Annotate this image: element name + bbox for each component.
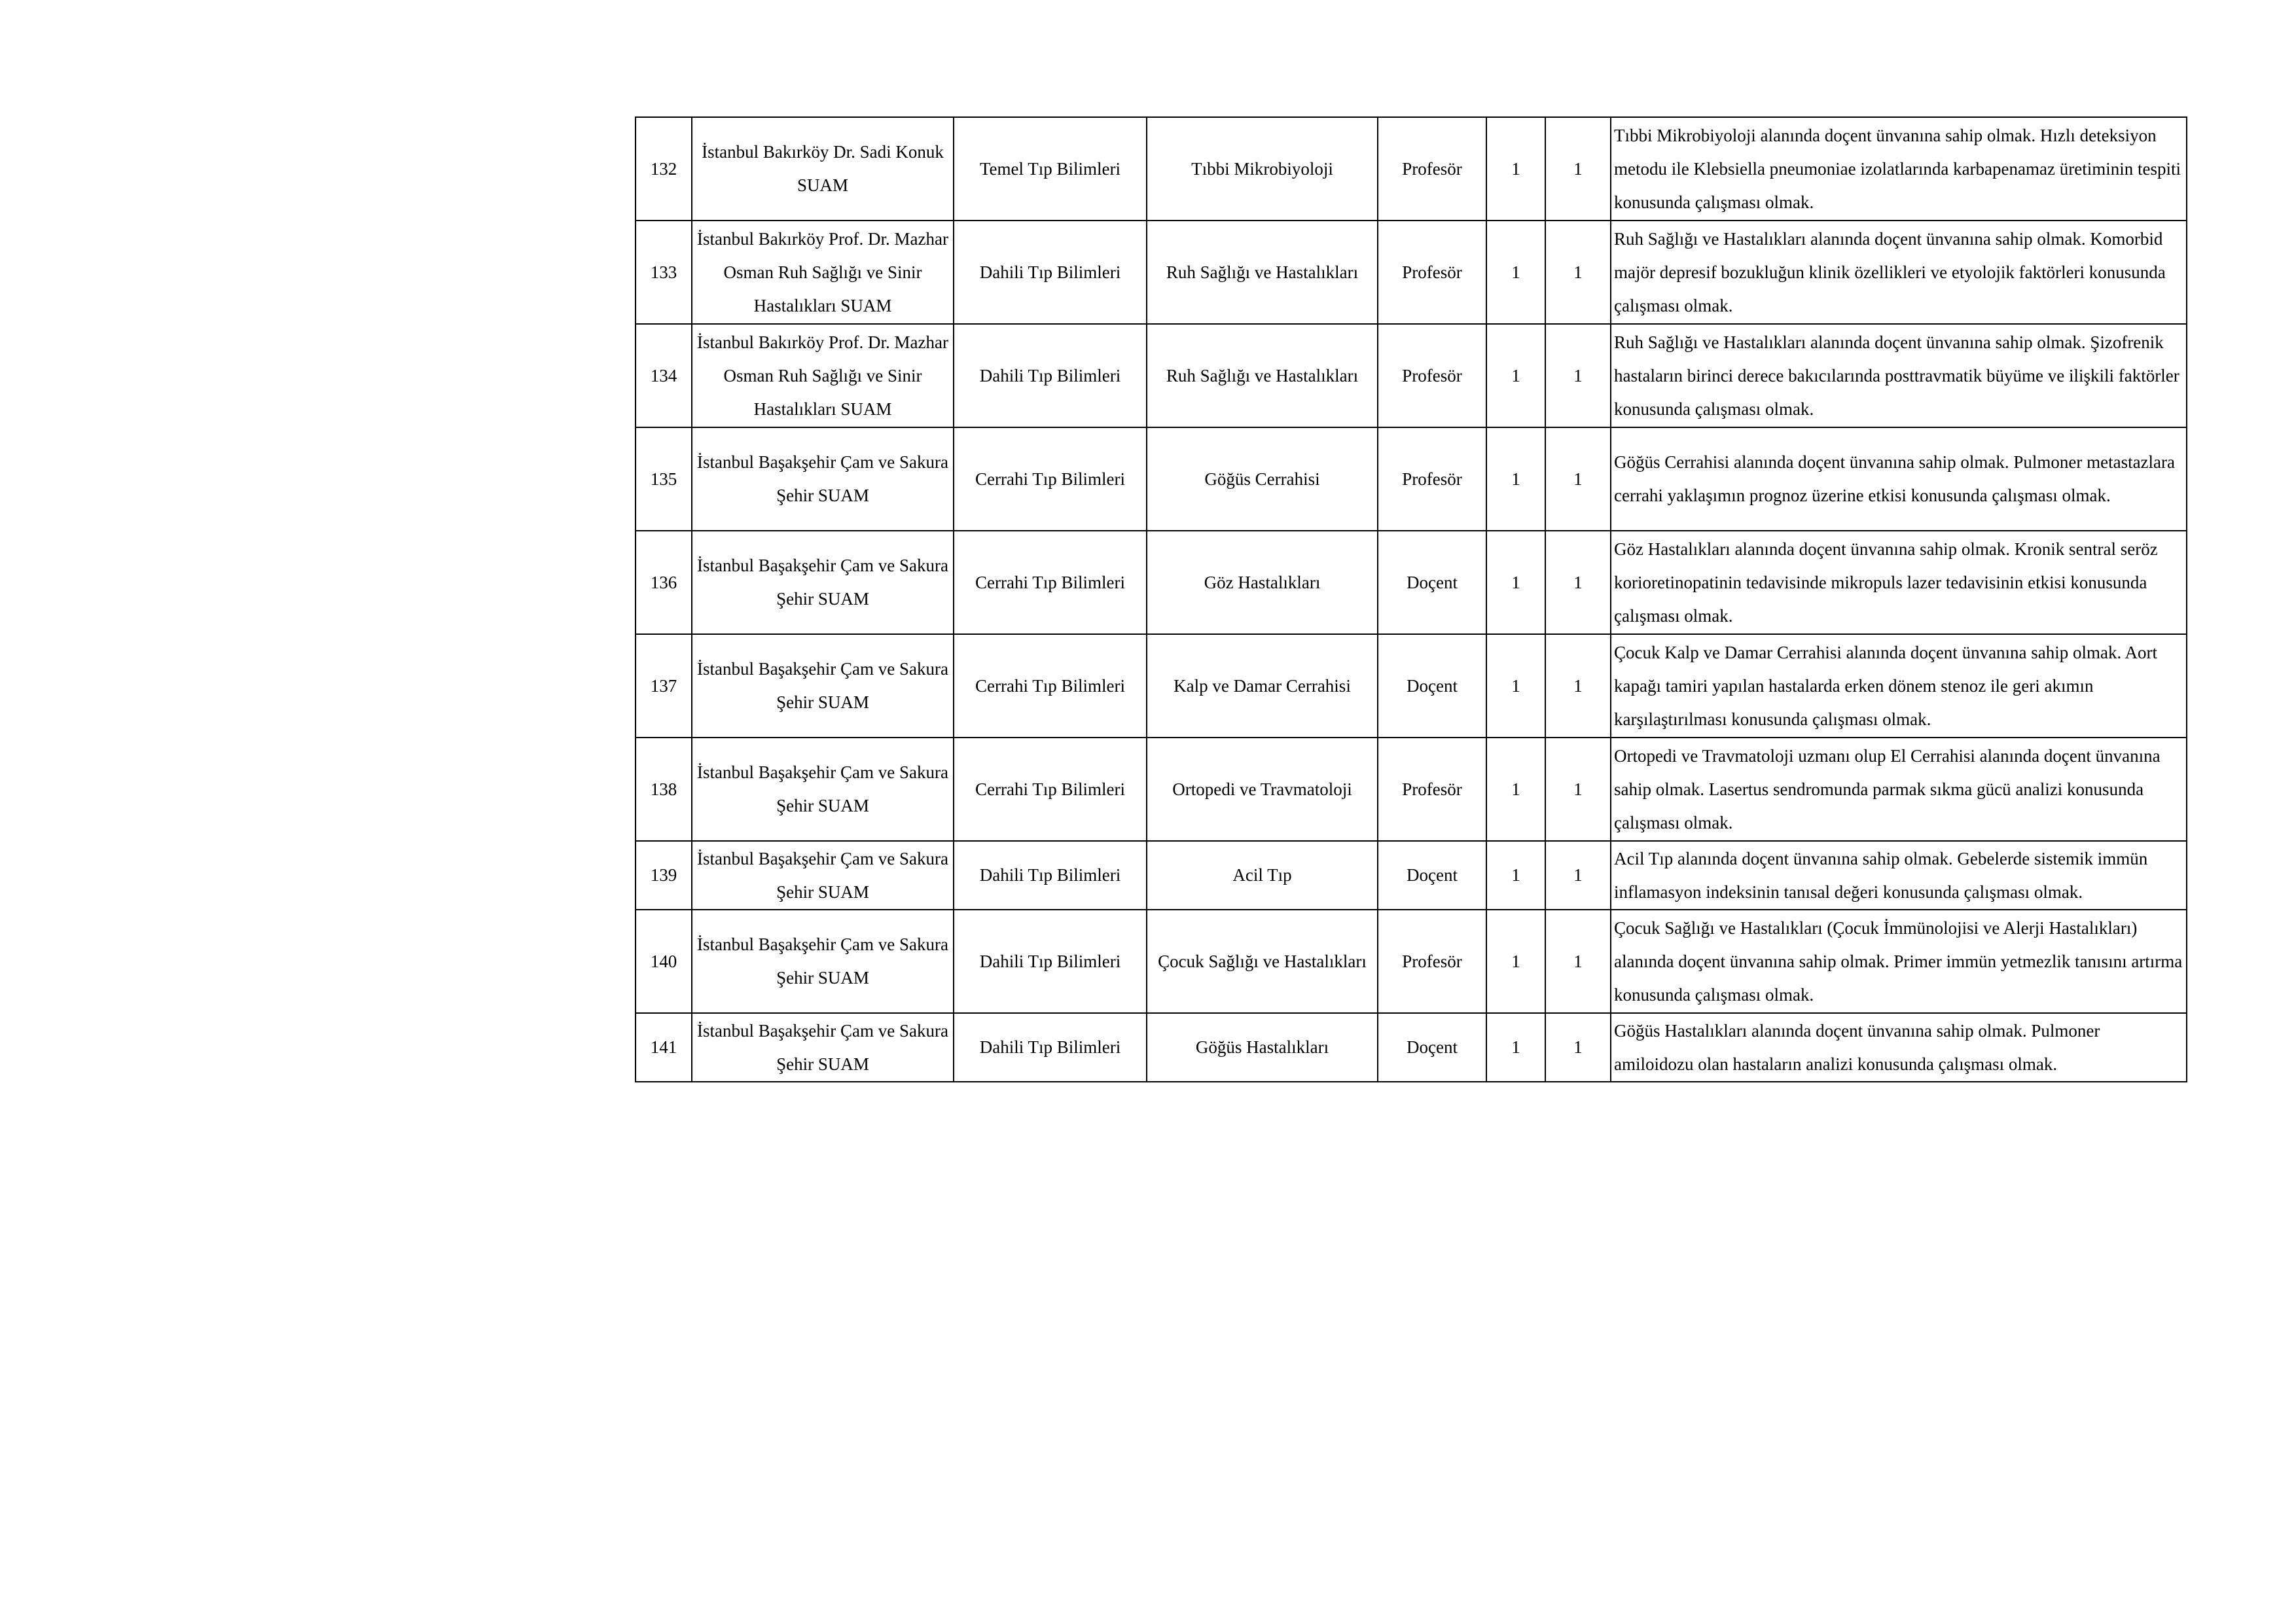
row-number: 139 bbox=[636, 841, 692, 910]
title-cell: Doçent bbox=[1378, 1013, 1486, 1082]
department-cell: Ruh Sağlığı ve Hastalıkları bbox=[1147, 221, 1378, 324]
row-number: 132 bbox=[636, 117, 692, 221]
staff-table bbox=[635, 116, 2187, 1082]
title-cell: Profesör bbox=[1378, 910, 1486, 1013]
title-cell: Profesör bbox=[1378, 738, 1486, 841]
table-row bbox=[636, 910, 2187, 1013]
requirement-cell: Göz Hastalıkları alanında doçent ünvanına sahip olmak. Kronik sentral seröz korioretinopatinin tedavisinde mikropuls lazer tedavisinin etkisi konusunda çalışması olmak. bbox=[1611, 531, 2187, 634]
field-cell: Dahili Tıp Bilimleri bbox=[954, 324, 1147, 427]
count-cell: 1 bbox=[1545, 324, 1611, 427]
count-cell: 1 bbox=[1486, 221, 1545, 324]
requirement-cell: Acil Tıp alanında doçent ünvanına sahip olmak. Gebelerde sistemik immün inflamasyon indeksinin tanısal değeri konusunda çalışması olmak. bbox=[1611, 841, 2187, 910]
row-number: 136 bbox=[636, 531, 692, 634]
count-cell: 1 bbox=[1545, 841, 1611, 910]
table-row bbox=[636, 117, 2187, 221]
institution-cell: İstanbul Başakşehir Çam ve Sakura Şehir SUAM bbox=[692, 634, 954, 738]
count-cell: 1 bbox=[1545, 117, 1611, 221]
row-number: 138 bbox=[636, 738, 692, 841]
department-cell: Göğüs Cerrahisi bbox=[1147, 427, 1378, 531]
institution-cell: İstanbul Bakırköy Dr. Sadi Konuk SUAM bbox=[692, 117, 954, 221]
count-cell: 1 bbox=[1545, 427, 1611, 531]
count-cell: 1 bbox=[1545, 738, 1611, 841]
row-number: 137 bbox=[636, 634, 692, 738]
count-cell: 1 bbox=[1545, 531, 1611, 634]
row-number: 134 bbox=[636, 324, 692, 427]
count-cell: 1 bbox=[1545, 221, 1611, 324]
department-cell: Göz Hastalıkları bbox=[1147, 531, 1378, 634]
requirement-cell: Ruh Sağlığı ve Hastalıkları alanında doçent ünvanına sahip olmak. Komorbid majör depresif bozukluğun klinik özellikleri ve etyolojik faktörleri konusunda çalışması olmak. bbox=[1611, 221, 2187, 324]
department-cell: Ruh Sağlığı ve Hastalıkları bbox=[1147, 324, 1378, 427]
title-cell: Doçent bbox=[1378, 634, 1486, 738]
requirement-cell: Göğüs Cerrahisi alanında doçent ünvanına sahip olmak. Pulmoner metastazlara cerrahi yaklaşımın prognoz üzerine etkisi konusunda çalışması olmak. bbox=[1611, 427, 2187, 531]
table-row bbox=[636, 634, 2187, 738]
count-cell: 1 bbox=[1545, 910, 1611, 1013]
count-cell: 1 bbox=[1486, 841, 1545, 910]
title-cell: Doçent bbox=[1378, 841, 1486, 910]
requirement-cell: Ortopedi ve Travmatoloji uzmanı olup El Cerrahisi alanında doçent ünvanına sahip olmak. Lasertus sendromunda parmak sıkma gücü analizi konusunda çalışması olmak. bbox=[1611, 738, 2187, 841]
institution-cell: İstanbul Başakşehir Çam ve Sakura Şehir SUAM bbox=[692, 531, 954, 634]
requirement-cell: Göğüs Hastalıkları alanında doçent ünvanına sahip olmak. Pulmoner amiloidozu olan hastaların analizi konusunda çalışması olmak. bbox=[1611, 1013, 2187, 1082]
title-cell: Profesör bbox=[1378, 221, 1486, 324]
row-number: 133 bbox=[636, 221, 692, 324]
count-cell: 1 bbox=[1486, 910, 1545, 1013]
title-cell: Profesör bbox=[1378, 117, 1486, 221]
institution-cell: İstanbul Başakşehir Çam ve Sakura Şehir SUAM bbox=[692, 427, 954, 531]
count-cell: 1 bbox=[1545, 1013, 1611, 1082]
count-cell: 1 bbox=[1545, 634, 1611, 738]
institution-cell: İstanbul Başakşehir Çam ve Sakura Şehir SUAM bbox=[692, 910, 954, 1013]
department-cell: Göğüs Hastalıkları bbox=[1147, 1013, 1378, 1082]
institution-cell: İstanbul Başakşehir Çam ve Sakura Şehir SUAM bbox=[692, 841, 954, 910]
field-cell: Dahili Tıp Bilimleri bbox=[954, 910, 1147, 1013]
count-cell: 1 bbox=[1486, 738, 1545, 841]
department-cell: Ortopedi ve Travmatoloji bbox=[1147, 738, 1378, 841]
field-cell: Cerrahi Tıp Bilimleri bbox=[954, 738, 1147, 841]
requirement-cell: Çocuk Kalp ve Damar Cerrahisi alanında doçent ünvanına sahip olmak. Aort kapağı tamiri yapılan hastalarda erken dönem stenoz ile geri akımın karşılaştırılması konusunda çalışması olmak. bbox=[1611, 634, 2187, 738]
table-row bbox=[636, 324, 2187, 427]
row-number: 140 bbox=[636, 910, 692, 1013]
institution-cell: İstanbul Başakşehir Çam ve Sakura Şehir SUAM bbox=[692, 1013, 954, 1082]
requirement-cell: Ruh Sağlığı ve Hastalıkları alanında doçent ünvanına sahip olmak. Şizofrenik hastaların birinci derece bakıcılarında posttravmatik büyüme ve ilişkili faktörler konusunda çalışması olmak. bbox=[1611, 324, 2187, 427]
institution-cell: İstanbul Başakşehir Çam ve Sakura Şehir SUAM bbox=[692, 738, 954, 841]
field-cell: Dahili Tıp Bilimleri bbox=[954, 1013, 1147, 1082]
field-cell: Cerrahi Tıp Bilimleri bbox=[954, 634, 1147, 738]
title-cell: Profesör bbox=[1378, 427, 1486, 531]
field-cell: Dahili Tıp Bilimleri bbox=[954, 841, 1147, 910]
title-cell: Profesör bbox=[1378, 324, 1486, 427]
requirement-cell: Çocuk Sağlığı ve Hastalıkları (Çocuk İmmünolojisi ve Alerji Hastalıkları) alanında doçent ünvanına sahip olmak. Primer immün yetmezlik tanısını artırma konusunda çalışması olmak. bbox=[1611, 910, 2187, 1013]
department-cell: Kalp ve Damar Cerrahisi bbox=[1147, 634, 1378, 738]
count-cell: 1 bbox=[1486, 634, 1545, 738]
table-row bbox=[636, 221, 2187, 324]
row-number: 135 bbox=[636, 427, 692, 531]
count-cell: 1 bbox=[1486, 531, 1545, 634]
department-cell: Çocuk Sağlığı ve Hastalıkları bbox=[1147, 910, 1378, 1013]
table-row bbox=[636, 531, 2187, 634]
table-row bbox=[636, 1013, 2187, 1082]
requirement-cell: Tıbbi Mikrobiyoloji alanında doçent ünvanına sahip olmak. Hızlı deteksiyon metodu ile Klebsiella pneumoniae izolatlarında karbapenamaz üretiminin tespiti konusunda çalışması olmak. bbox=[1611, 117, 2187, 221]
department-cell: Acil Tıp bbox=[1147, 841, 1378, 910]
table-row bbox=[636, 841, 2187, 910]
institution-cell: İstanbul Bakırköy Prof. Dr. Mazhar Osman Ruh Sağlığı ve Sinir Hastalıkları SUAM bbox=[692, 221, 954, 324]
count-cell: 1 bbox=[1486, 117, 1545, 221]
department-cell: Tıbbi Mikrobiyoloji bbox=[1147, 117, 1378, 221]
row-number: 141 bbox=[636, 1013, 692, 1082]
count-cell: 1 bbox=[1486, 427, 1545, 531]
field-cell: Cerrahi Tıp Bilimleri bbox=[954, 531, 1147, 634]
field-cell: Cerrahi Tıp Bilimleri bbox=[954, 427, 1147, 531]
field-cell: Temel Tıp Bilimleri bbox=[954, 117, 1147, 221]
table-row bbox=[636, 427, 2187, 531]
title-cell: Doçent bbox=[1378, 531, 1486, 634]
field-cell: Dahili Tıp Bilimleri bbox=[954, 221, 1147, 324]
count-cell: 1 bbox=[1486, 324, 1545, 427]
institution-cell: İstanbul Bakırköy Prof. Dr. Mazhar Osman Ruh Sağlığı ve Sinir Hastalıkları SUAM bbox=[692, 324, 954, 427]
count-cell: 1 bbox=[1486, 1013, 1545, 1082]
table-row bbox=[636, 738, 2187, 841]
